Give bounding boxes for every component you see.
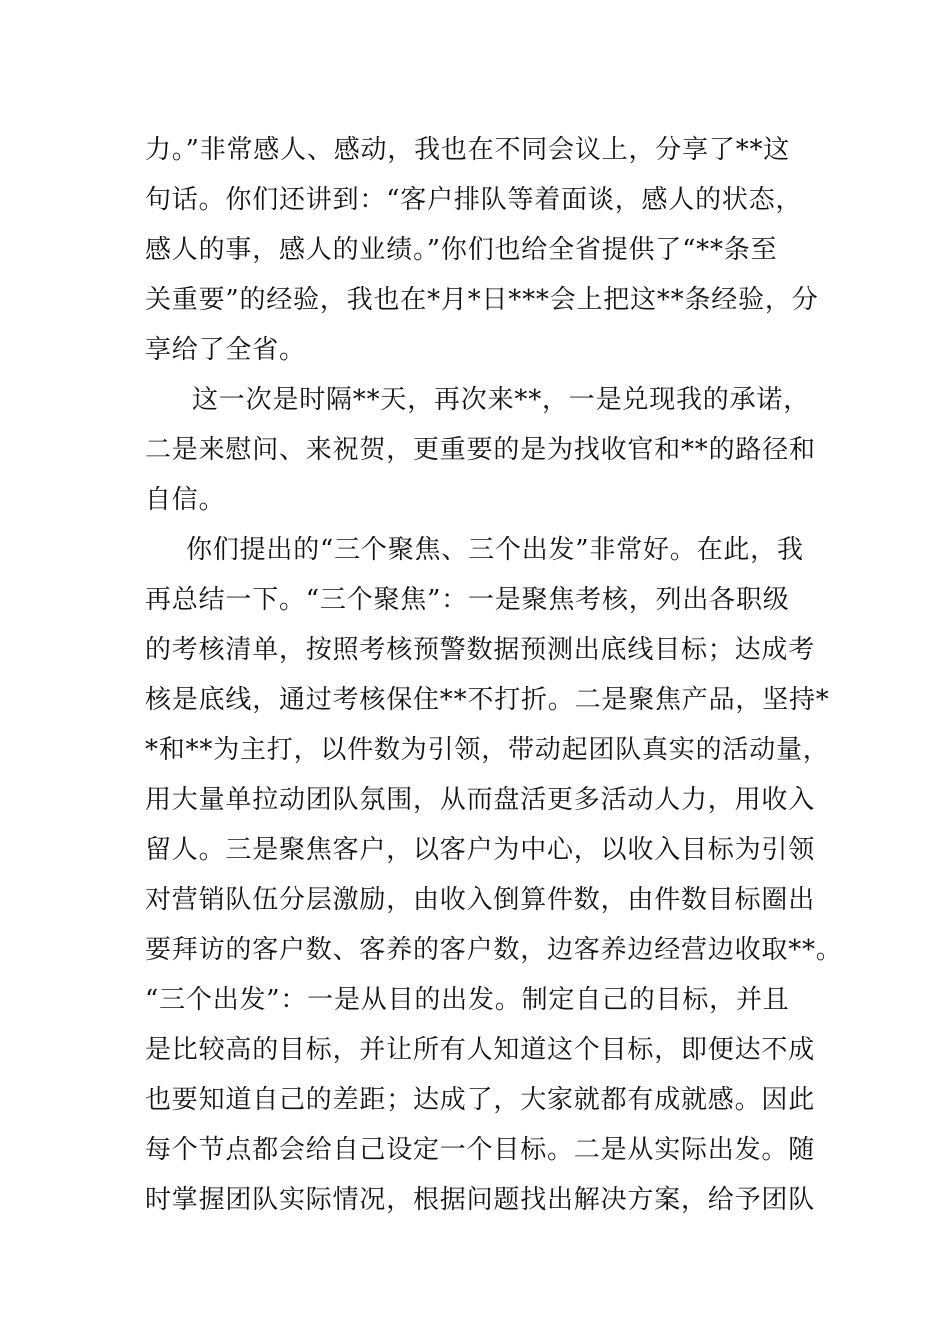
text-line: 力。”非常感人、感动，我也在不同会议上，分享了**这: [145, 135, 791, 165]
text-line: 享给了全省。: [145, 335, 306, 365]
text-line: 对营销队伍分层激励，由收入倒算件数，由件数目标圈出: [145, 885, 816, 915]
text-line: 核是底线，通过考核保住**不打折。二是聚焦产品，坚持*: [145, 685, 830, 715]
text-line: 的考核清单，按照考核预警数据预测出底线目标；达成考: [145, 635, 816, 665]
text-line: 留人。三是聚焦客户，以客户为中心，以收入目标为引领: [145, 835, 816, 865]
text-line: 是比较高的目标，并让所有人知道这个目标，即便达不成: [145, 1035, 816, 1065]
text-line: *和**为主打，以件数为引领，带动起团队真实的活动量，: [145, 735, 830, 765]
text-line: 感人的事，感人的业绩。”你们也给全省提供了“**条至: [145, 235, 778, 265]
text-line: 用大量单拉动团队氛围，从而盘活更多活动人力，用收入: [145, 785, 816, 815]
text-line: 这一次是时隔**天，再次来**，一是兑现我的承诺，: [192, 385, 811, 415]
text-line: 你们提出的“三个聚焦、三个出发”非常好。在此，我: [186, 535, 804, 565]
text-line: 时掌握团队实际情况，根据问题找出解决方案，给予团队: [145, 1185, 816, 1215]
text-line: 每个节点都会给自己设定一个目标。二是从实际出发。随: [145, 1135, 816, 1165]
text-line: 要拜访的客户数、客养的客户数，边客养边经营边收取**。: [145, 935, 843, 965]
text-line: 也要知道自己的差距；达成了，大家就都有成就感。因此: [145, 1085, 816, 1115]
text-line: 关重要”的经验，我也在*月*日***会上把这**条经验，分: [145, 285, 819, 315]
text-line: 再总结一下。“三个聚焦”：一是聚焦考核，列出各职级: [145, 585, 790, 615]
text-line: “三个出发”：一是从目的出发。制定自己的目标，并且: [145, 985, 790, 1015]
text-line: 自信。: [145, 485, 226, 515]
text-line: 二是来慰问、来祝贺，更重要的是为找收官和**的路径和: [145, 435, 816, 465]
text-line: 句话。你们还讲到：“客户排队等着面谈，感人的状态，: [145, 185, 803, 215]
